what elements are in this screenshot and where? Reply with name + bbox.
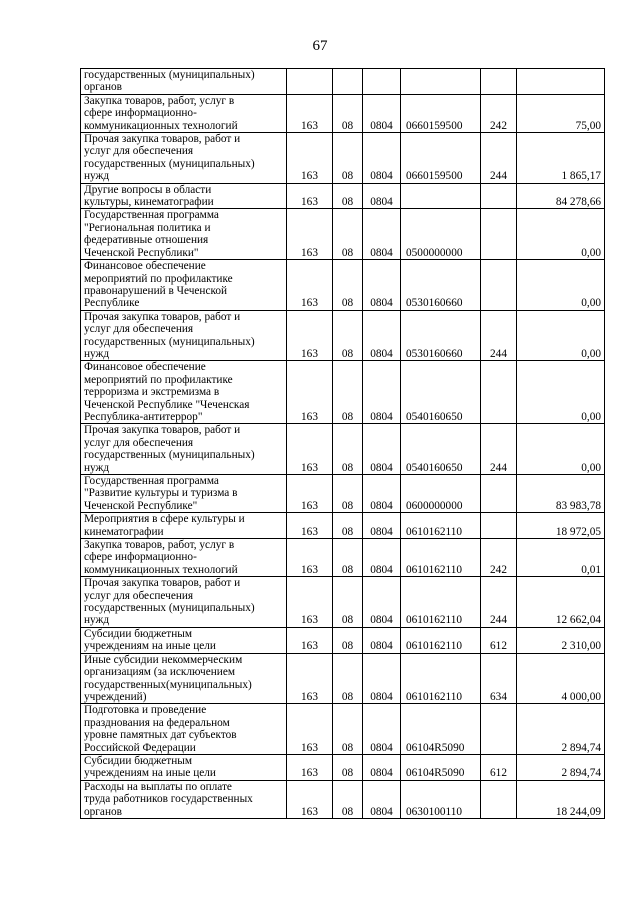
item-name-line: учреждениям на иные цели <box>84 767 216 780</box>
expense-type-code-cell <box>481 780 517 818</box>
expense-type-code-cell: 244 <box>481 577 517 628</box>
item-name-cell <box>81 133 287 184</box>
item-name-line: государственных (муниципальных) <box>84 69 255 81</box>
target-item-code-cell: 0610162110 <box>401 577 481 628</box>
item-name-line: сфере информационно- <box>84 551 197 564</box>
item-name-line: услуг для обеспечения <box>84 145 194 158</box>
target-item-code-cell: 0660159500 <box>401 133 481 184</box>
item-name-cell <box>81 424 287 475</box>
subsection-code-cell: 0804 <box>363 209 401 260</box>
expense-type-code-cell <box>481 209 517 260</box>
table-row <box>81 513 605 539</box>
item-name-line: нужд <box>84 614 110 627</box>
amount-cell: 0,01 <box>517 539 605 577</box>
item-name-line: нужд <box>84 347 110 360</box>
amount-cell: 1 865,17 <box>517 133 605 184</box>
item-name-line: Республике <box>84 297 140 310</box>
table-row <box>81 424 605 475</box>
budget-table <box>80 68 605 819</box>
expense-type-code-cell: 634 <box>481 653 517 704</box>
item-name-line: коммуникационных технологий <box>84 563 238 576</box>
section-code-cell: 08 <box>333 539 363 577</box>
subsection-code-cell: 0804 <box>363 653 401 704</box>
subsection-code-cell: 0804 <box>363 361 401 424</box>
item-name-line: Государственная программа <box>84 475 219 487</box>
target-item-code-cell: 0610162110 <box>401 627 481 653</box>
section-code-cell: 08 <box>333 780 363 818</box>
table-row <box>81 260 605 311</box>
item-name-line: уровне памятных дат субъектов <box>84 729 237 742</box>
item-name-line: терроризма и экстремизма в <box>84 386 220 399</box>
item-name-line: сфере информационно- <box>84 107 197 120</box>
admin-code-cell: 163 <box>287 310 333 361</box>
table-row <box>81 133 605 184</box>
table-row <box>81 780 605 818</box>
item-name-line: нужд <box>84 461 110 474</box>
section-code-cell: 08 <box>333 424 363 475</box>
item-name-line: Иные субсидии некоммерческим <box>84 653 243 666</box>
expense-type-code-cell: 244 <box>481 133 517 184</box>
item-name-line: Финансовое обеспечение <box>84 260 206 273</box>
admin-code-cell: 163 <box>287 754 333 780</box>
item-name-line: Прочая закупка товаров, работ и <box>84 424 241 437</box>
table-row <box>81 94 605 132</box>
table-row <box>81 183 605 209</box>
item-name-line: правонарушений в Чеченской <box>84 284 228 297</box>
amount-cell: 83 983,78 <box>517 475 605 513</box>
admin-code-cell: 163 <box>287 424 333 475</box>
item-name-line: культуры, кинематографии <box>84 196 214 209</box>
subsection-code-cell: 0804 <box>363 133 401 184</box>
target-item-code-cell: 06104R5090 <box>401 704 481 755</box>
section-code-cell <box>333 69 363 95</box>
target-item-code-cell <box>401 183 481 209</box>
admin-code-cell: 163 <box>287 183 333 209</box>
target-item-code-cell: 0530160660 <box>401 260 481 311</box>
table-row <box>81 754 605 780</box>
item-name-line: федеративные отношения <box>84 234 209 247</box>
item-name-line: Чеченской Республике" <box>84 499 198 512</box>
item-name-line: мероприятий по профилактике <box>84 373 233 386</box>
item-name-line: коммуникационных технологий <box>84 119 238 132</box>
item-name-line: Государственная программа <box>84 209 219 222</box>
amount-cell: 0,00 <box>517 209 605 260</box>
item-name-line: Финансовое обеспечение <box>84 361 206 374</box>
item-name-cell <box>81 209 287 260</box>
section-code-cell: 08 <box>333 310 363 361</box>
item-name-cell <box>81 69 287 95</box>
table-row <box>81 627 605 653</box>
expense-type-code-cell: 612 <box>481 754 517 780</box>
item-name-line: учреждений) <box>84 690 147 703</box>
item-name-cell <box>81 310 287 361</box>
table-row <box>81 653 605 704</box>
admin-code-cell: 163 <box>287 361 333 424</box>
item-name-line: Закупка товаров, работ, услуг в <box>84 94 235 107</box>
subsection-code-cell: 0804 <box>363 513 401 539</box>
target-item-code-cell: 0630100110 <box>401 780 481 818</box>
section-code-cell: 08 <box>333 627 363 653</box>
item-name-line: органов <box>84 81 122 94</box>
item-name-cell <box>81 539 287 577</box>
item-name-line: государственных (муниципальных) <box>84 157 255 170</box>
item-name-line: государственных (муниципальных) <box>84 602 255 615</box>
item-name-line: Мероприятия в сфере культуры и <box>84 513 245 526</box>
item-name-cell <box>81 260 287 311</box>
expense-type-code-cell <box>481 475 517 513</box>
section-code-cell: 08 <box>333 704 363 755</box>
item-name-line: "Региональная политика и <box>84 221 211 234</box>
item-name-line: Чеченской Республике "Чеченская <box>84 398 250 411</box>
item-name-line: органов <box>84 805 122 818</box>
item-name-line: труда работников государственных <box>84 793 253 806</box>
amount-cell: 18 972,05 <box>517 513 605 539</box>
item-name-line: Другие вопросы в области <box>84 183 212 196</box>
amount-cell: 0,00 <box>517 260 605 311</box>
table-row <box>81 69 605 95</box>
item-name-line: мероприятий по профилактике <box>84 272 233 285</box>
item-name-line: "Развитие культуры и туризма в <box>84 487 238 500</box>
amount-cell: 2 894,74 <box>517 754 605 780</box>
budget-table-body <box>81 69 605 819</box>
target-item-code-cell: 0540160650 <box>401 424 481 475</box>
expense-type-code-cell: 244 <box>481 310 517 361</box>
expense-type-code-cell: 242 <box>481 539 517 577</box>
item-name-line: Закупка товаров, работ, услуг в <box>84 539 235 552</box>
subsection-code-cell: 0804 <box>363 754 401 780</box>
expense-type-code-cell: 244 <box>481 424 517 475</box>
admin-code-cell: 163 <box>287 653 333 704</box>
admin-code-cell: 163 <box>287 577 333 628</box>
target-item-code-cell: 0610162110 <box>401 513 481 539</box>
item-name-line: государственных (муниципальных) <box>84 335 255 348</box>
subsection-code-cell: 0804 <box>363 310 401 361</box>
target-item-code-cell: 0600000000 <box>401 475 481 513</box>
amount-cell: 84 278,66 <box>517 183 605 209</box>
item-name-cell <box>81 577 287 628</box>
item-name-line: услуг для обеспечения <box>84 436 194 449</box>
subsection-code-cell: 0804 <box>363 704 401 755</box>
admin-code-cell: 163 <box>287 94 333 132</box>
table-row <box>81 577 605 628</box>
item-name-line: Российской Федерации <box>84 741 196 754</box>
item-name-line: Субсидии бюджетным <box>84 754 192 767</box>
table-row <box>81 361 605 424</box>
item-name-cell <box>81 361 287 424</box>
section-code-cell: 08 <box>333 513 363 539</box>
item-name-cell <box>81 754 287 780</box>
item-name-cell <box>81 627 287 653</box>
item-name-line: организациям (за исключением <box>84 666 235 679</box>
admin-code-cell: 163 <box>287 627 333 653</box>
target-item-code-cell: 0610162110 <box>401 539 481 577</box>
item-name-line: Прочая закупка товаров, работ и <box>84 133 241 146</box>
amount-cell: 2 894,74 <box>517 704 605 755</box>
admin-code-cell: 163 <box>287 539 333 577</box>
subsection-code-cell: 0804 <box>363 539 401 577</box>
subsection-code-cell: 0804 <box>363 94 401 132</box>
target-item-code-cell: 0660159500 <box>401 94 481 132</box>
item-name-cell <box>81 704 287 755</box>
admin-code-cell: 163 <box>287 704 333 755</box>
target-item-code-cell: 0500000000 <box>401 209 481 260</box>
section-code-cell: 08 <box>333 653 363 704</box>
subsection-code-cell: 0804 <box>363 260 401 311</box>
item-name-cell <box>81 513 287 539</box>
table-row <box>81 704 605 755</box>
section-code-cell: 08 <box>333 183 363 209</box>
table-row <box>81 310 605 361</box>
expense-type-code-cell: 612 <box>481 627 517 653</box>
item-name-line: празднования на федеральном <box>84 716 230 729</box>
section-code-cell: 08 <box>333 475 363 513</box>
amount-cell: 4 000,00 <box>517 653 605 704</box>
admin-code-cell: 163 <box>287 133 333 184</box>
subsection-code-cell <box>363 69 401 95</box>
section-code-cell: 08 <box>333 133 363 184</box>
item-name-line: кинематографии <box>84 525 164 538</box>
item-name-line: государственных(муниципальных) <box>84 678 252 691</box>
expense-type-code-cell <box>481 69 517 95</box>
section-code-cell: 08 <box>333 577 363 628</box>
item-name-line: Прочая закупка товаров, работ и <box>84 310 241 323</box>
item-name-cell <box>81 475 287 513</box>
page-number: 67 <box>312 38 328 54</box>
target-item-code-cell <box>401 69 481 95</box>
target-item-code-cell: 0540160650 <box>401 361 481 424</box>
item-name-line: Прочая закупка товаров, работ и <box>84 577 241 590</box>
admin-code-cell: 163 <box>287 475 333 513</box>
expense-type-code-cell <box>481 513 517 539</box>
expense-type-code-cell <box>481 260 517 311</box>
amount-cell <box>517 69 605 95</box>
target-item-code-cell: 0610162110 <box>401 653 481 704</box>
item-name-cell <box>81 183 287 209</box>
admin-code-cell: 163 <box>287 260 333 311</box>
item-name-cell <box>81 780 287 818</box>
admin-code-cell <box>287 69 333 95</box>
section-code-cell: 08 <box>333 361 363 424</box>
item-name-line: Расходы на выплаты по оплате <box>84 780 232 793</box>
amount-cell: 18 244,09 <box>517 780 605 818</box>
section-code-cell: 08 <box>333 260 363 311</box>
item-name-line: Чеченской Республики" <box>84 246 199 259</box>
item-name-line: учреждениям на иные цели <box>84 640 216 653</box>
section-code-cell: 08 <box>333 754 363 780</box>
expense-type-code-cell <box>481 183 517 209</box>
amount-cell: 0,00 <box>517 361 605 424</box>
subsection-code-cell: 0804 <box>363 780 401 818</box>
amount-cell: 0,00 <box>517 424 605 475</box>
amount-cell: 75,00 <box>517 94 605 132</box>
item-name-line: Подготовка и проведение <box>84 704 207 717</box>
item-name-line: Субсидии бюджетным <box>84 627 192 640</box>
section-code-cell: 08 <box>333 94 363 132</box>
amount-cell: 0,00 <box>517 310 605 361</box>
table-row <box>81 209 605 260</box>
amount-cell: 2 310,00 <box>517 627 605 653</box>
expense-type-code-cell <box>481 361 517 424</box>
section-code-cell: 08 <box>333 209 363 260</box>
admin-code-cell: 163 <box>287 209 333 260</box>
subsection-code-cell: 0804 <box>363 577 401 628</box>
item-name-line: нужд <box>84 170 110 183</box>
amount-cell: 12 662,04 <box>517 577 605 628</box>
item-name-cell <box>81 94 287 132</box>
subsection-code-cell: 0804 <box>363 627 401 653</box>
item-name-line: государственных (муниципальных) <box>84 449 255 462</box>
table-row <box>81 475 605 513</box>
admin-code-cell: 163 <box>287 780 333 818</box>
item-name-line: услуг для обеспечения <box>84 589 194 602</box>
admin-code-cell: 163 <box>287 513 333 539</box>
target-item-code-cell: 0530160660 <box>401 310 481 361</box>
expense-type-code-cell <box>481 704 517 755</box>
subsection-code-cell: 0804 <box>363 424 401 475</box>
expense-type-code-cell: 242 <box>481 94 517 132</box>
subsection-code-cell: 0804 <box>363 183 401 209</box>
item-name-line: услуг для обеспечения <box>84 323 194 336</box>
subsection-code-cell: 0804 <box>363 475 401 513</box>
target-item-code-cell: 06104R5090 <box>401 754 481 780</box>
item-name-cell <box>81 653 287 704</box>
table-row <box>81 539 605 577</box>
item-name-line: Республика-антитеррор" <box>84 410 203 423</box>
